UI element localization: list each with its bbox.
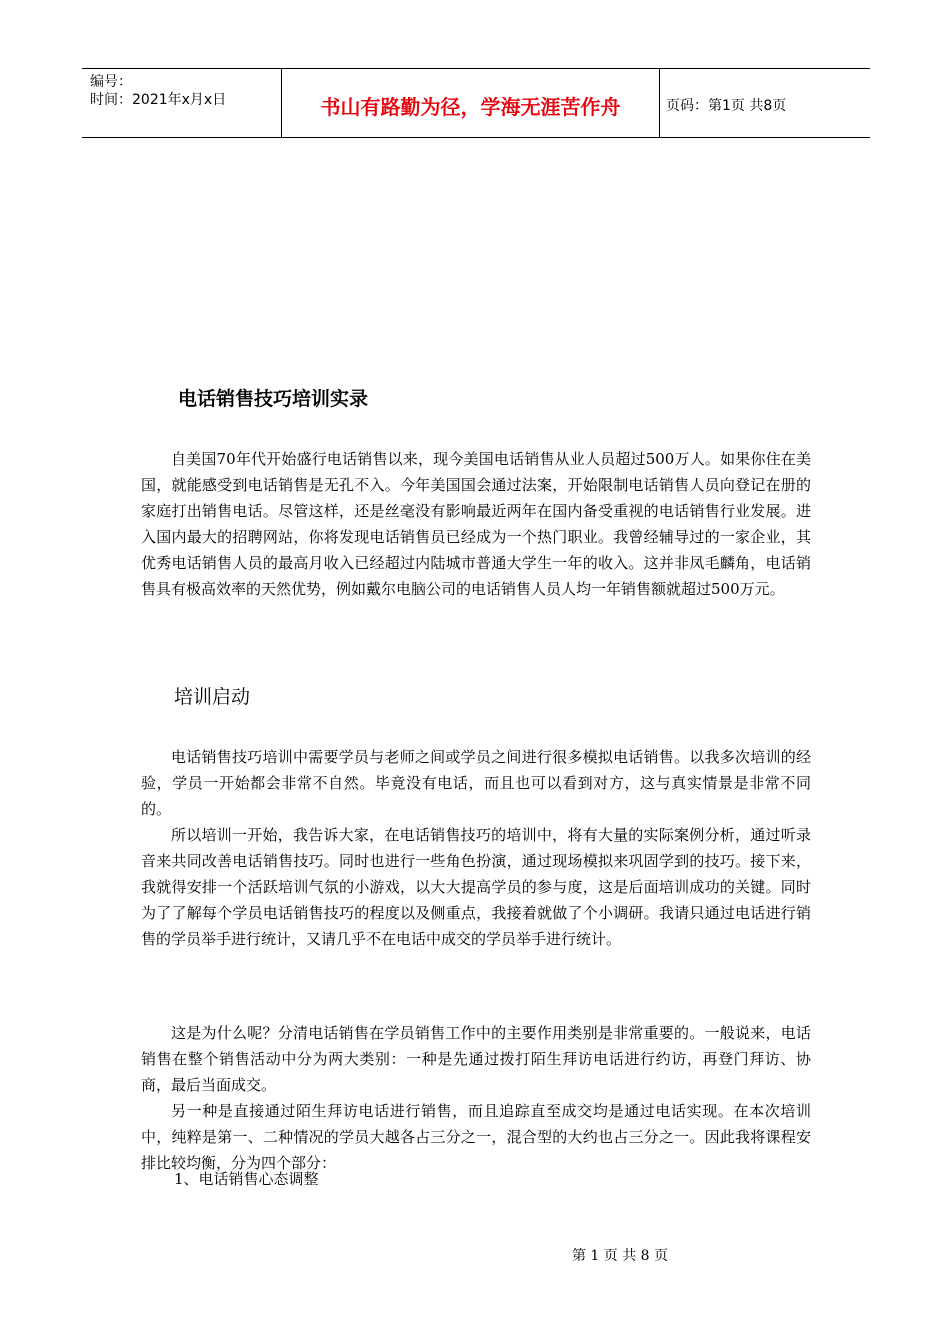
page-footer: 第 1 页 共 8 页 — [571, 1248, 669, 1264]
section-block-1 — [141, 744, 811, 952]
intro-paragraph: 自美国70年代开始盛行电话销售以来，现今美国电话销售从业人员超过500万人。如果你住在美国，就能感受到电话销售是无孔不入。今年美国国会通过法案，开始限制电话销售人员向登记在册的家庭打出销售电话。尽管这样，还是丝毫没有影响最近两年在国内备受重视的电话销售行业发展。进入国内最大的招聘网站，你将发现电话销售员已经成为一个热门职业。我曾经辅导过的一家企业，其优秀电话销售人员的最高月收入已经超过内陆城市普通大学生一年的收入。这并非凤毛麟角，电话销售具有极高效率的天然优势，例如戴尔电脑公司的电话销售人员人均一年销售额就超过500万元。 — [141, 450, 811, 598]
document-title: 电话销售技巧培训实录 — [178, 388, 369, 410]
section-paragraph-1: 电话销售技巧培训中需要学员与老师之间或学员之间进行很多模拟电话销售。以我多次培训的经验，学员一开始都会非常不自然。毕竟没有电话，而且也可以看到对方，这与真实情景是非常不同的。 — [141, 748, 811, 818]
header-meta — [82, 69, 282, 137]
document-header — [82, 68, 870, 138]
header-number-label: 编号： — [90, 74, 132, 90]
intro-block — [141, 446, 811, 602]
section-block-2 — [141, 1020, 811, 1176]
header-motto: 书山有路勤为径，学海无涯苦作舟 — [282, 69, 660, 137]
header-date-label: 时间：2021年x月x日 — [90, 92, 227, 108]
section-paragraph-4: 另一种是直接通过陌生拜访电话进行销售，而且追踪直至成交均是通过电话实现。在本次培训中，纯粹是第一、二种情况的学员大越各占三分之一，混合型的大约也占三分之一。因此我将课程安排比较均衡，分为四个部分： — [141, 1102, 811, 1172]
list-item: 1、电话销售心态调整 — [174, 1170, 319, 1188]
section-title: 培训启动 — [174, 686, 251, 708]
section-paragraph-2: 所以培训一开始，我告诉大家，在电话销售技巧的培训中，将有大量的实际案例分析，通过听录音来共同改善电话销售技巧。同时也进行一些角色扮演，通过现场模拟来巩固学到的技巧。接下来，我就得安排一个活跃培训气氛的小游戏，以大大提高学员的参与度，这是后面培训成功的关键。同时为了了解每个学员电话销售技巧的程度以及侧重点，我接着就做了个小调研。我请只通过电话进行销售的学员举手进行统计，又请几乎不在电话中成交的学员举手进行统计。 — [141, 826, 811, 948]
section-paragraph-3: 这是为什么呢？分清电话销售在学员销售工作中的主要作用类别是非常重要的。一般说来，电话销售在整个销售活动中分为两大类别：一种是先通过拨打陌生拜访电话进行约访，再登门拜访、协商，最后当面成交。 — [141, 1024, 811, 1094]
header-page-code: 页码：第1页 共8页 — [666, 98, 787, 114]
